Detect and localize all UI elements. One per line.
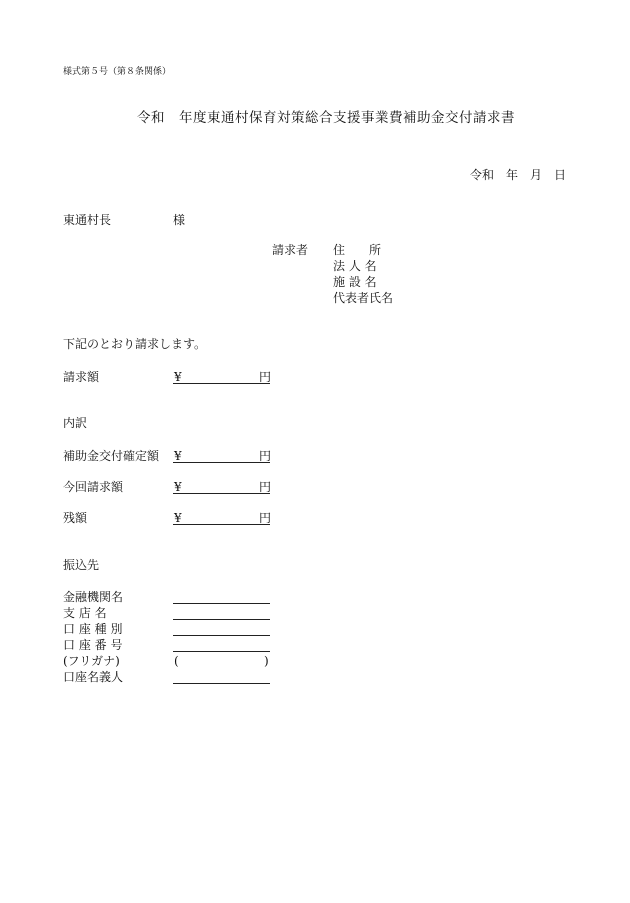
breakdown-row-label: 今回請求額: [63, 480, 124, 494]
claim-amount-line: [173, 383, 270, 384]
date-line: 令和 年 月 日: [470, 168, 567, 182]
addressee-name: 東通村長: [63, 213, 112, 227]
transfer-field-furigana: (フリガナ): [63, 654, 120, 668]
requester-field-address: 住 所: [333, 243, 382, 257]
requester-field-representative: 代表者氏名: [333, 291, 394, 305]
form-number: 様式第５号（第８条関係）: [63, 67, 172, 77]
transfer-bank-line: [173, 603, 270, 604]
breakdown-row-label: 残額: [63, 511, 88, 525]
breakdown-row-yen: ¥: [174, 480, 182, 494]
breakdown-row-line: [173, 493, 270, 494]
transfer-heading: 振込先: [63, 558, 100, 572]
transfer-account-holder-line: [173, 683, 270, 684]
addressee-honorific: 様: [173, 213, 186, 227]
claim-unit: 円: [259, 370, 272, 384]
breakdown-row-line: [173, 524, 270, 525]
furigana-paren-close: ): [264, 654, 269, 668]
transfer-field-account-type: 口 座 種 別: [63, 622, 123, 636]
transfer-field-bank: 金融機関名: [63, 590, 124, 604]
breakdown-row-yen: ¥: [174, 449, 182, 463]
page-title: 令和 年度東通村保育対策総合支援事業費補助金交付請求書: [137, 110, 515, 126]
transfer-field-account-number: 口 座 番 号: [63, 638, 123, 652]
requester-label: 請求者: [272, 243, 309, 257]
breakdown-row-line: [173, 462, 270, 463]
transfer-field-branch: 支 店 名: [63, 606, 107, 620]
breakdown-heading: 内訳: [63, 416, 88, 430]
requester-field-corporation: 法 人 名: [333, 259, 377, 273]
breakdown-row-unit: 円: [259, 511, 272, 525]
breakdown-row-yen: ¥: [174, 511, 182, 525]
intro-text: 下記のとおり請求します。: [63, 337, 207, 351]
breakdown-row-unit: 円: [259, 480, 272, 494]
requester-field-facility: 施 設 名: [333, 275, 377, 289]
claim-label: 請求額: [63, 370, 100, 384]
furigana-paren-open: (: [174, 654, 179, 668]
claim-yen: ¥: [174, 370, 182, 384]
transfer-branch-line: [173, 619, 270, 620]
transfer-field-account-holder: 口座名義人: [63, 670, 124, 684]
transfer-account-type-line: [173, 635, 270, 636]
breakdown-row-unit: 円: [259, 449, 272, 463]
transfer-account-number-line: [173, 651, 270, 652]
breakdown-row-label: 補助金交付確定額: [63, 449, 160, 463]
